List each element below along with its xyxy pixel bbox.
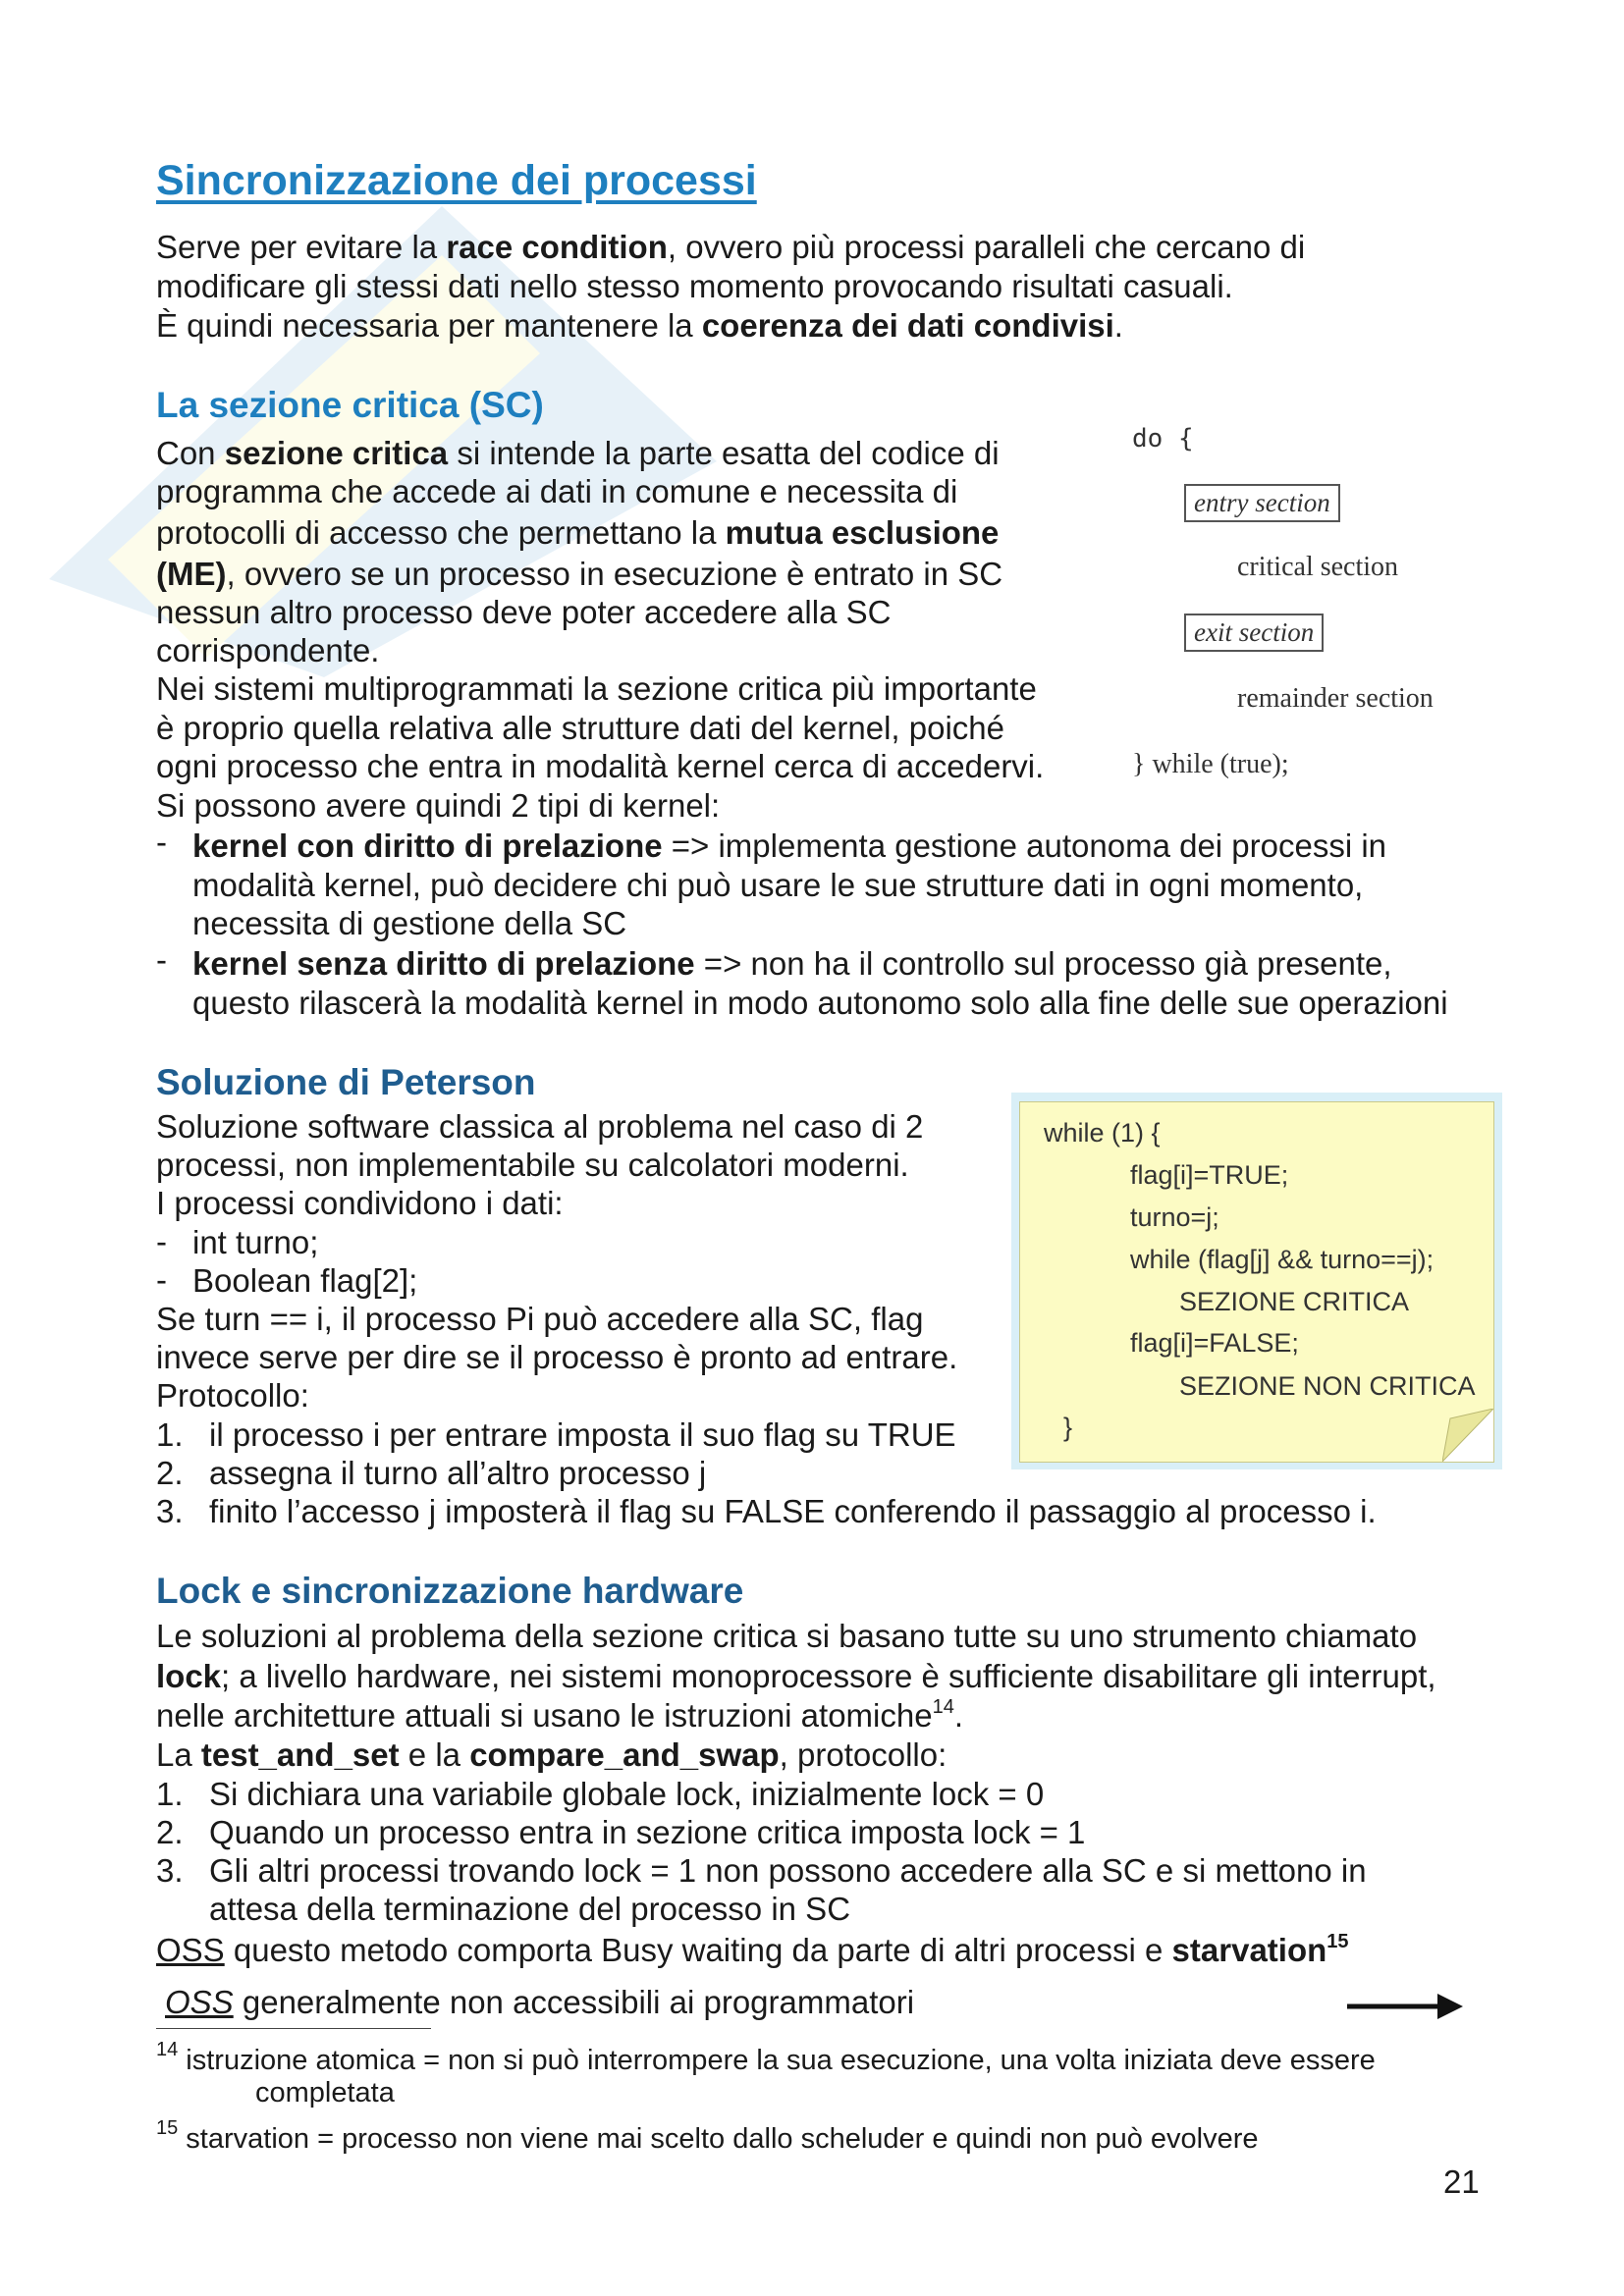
peterson-step-1: il processo i per entrare imposta il suo flag su TRUE bbox=[209, 1416, 956, 1453]
step-number: 1. bbox=[156, 1776, 184, 1812]
code-line-3: turno=j; bbox=[1130, 1202, 1219, 1232]
bullet-dash: - bbox=[156, 941, 167, 978]
code-line-2: flag[i]=TRUE; bbox=[1130, 1160, 1289, 1190]
sc-line-7: Nei sistemi multiprogrammati la sezione critica più importante bbox=[156, 670, 1037, 707]
footnote-14-cont: completata bbox=[255, 2077, 395, 2109]
peterson-line-6: Protocollo: bbox=[156, 1377, 309, 1414]
bullet-dash: - bbox=[156, 1223, 167, 1259]
page-title: Sincronizzazione dei processi bbox=[156, 157, 757, 204]
kernel-preemptive-line-3: necessita di gestione della SC bbox=[192, 905, 627, 941]
peterson-line-1: Soluzione software classica al problema nel caso di 2 bbox=[156, 1108, 924, 1145]
sc-line-3: protocolli di accesso che permettano la mutua esclusione bbox=[156, 514, 1000, 551]
kernel-preemptive-line-1: kernel con diritto di prelazione => implementa gestione autonoma dei processi in bbox=[192, 828, 1387, 864]
peterson-code-note bbox=[1019, 1101, 1494, 1463]
peterson-line-2: processi, non implementabile su calcolatori moderni. bbox=[156, 1147, 909, 1183]
section-heading-sc: La sezione critica (SC) bbox=[156, 385, 544, 425]
kernel-nonpreemptive-line-2: questo rilascerà la modalità kernel in modo autonomo solo alla fine delle sue operazioni bbox=[192, 985, 1448, 1021]
code-line-4: while (flag[j] && turno==j); bbox=[1130, 1245, 1435, 1274]
intro-line-3: È quindi necessaria per mantenere la coerenza dei dati condivisi. bbox=[156, 307, 1123, 344]
step-number: 1. bbox=[156, 1416, 184, 1453]
kernel-nonpreemptive-line-1: kernel senza diritto di prelazione => non ha il controllo sul processo già presente, bbox=[192, 945, 1392, 982]
section-heading-peterson: Soluzione di Peterson bbox=[156, 1062, 536, 1102]
lock-step-2: Quando un processo entra in sezione critica imposta lock = 1 bbox=[209, 1814, 1086, 1850]
step-number: 2. bbox=[156, 1455, 184, 1491]
intro-line-1: Serve per evitare la race condition, ovvero più processi paralleli che cercano di bbox=[156, 229, 1306, 265]
code-line-8: } bbox=[1063, 1413, 1073, 1442]
sc-line-2: programma che accede ai dati in comune e necessita di bbox=[156, 473, 958, 509]
peterson-line-3: I processi condividono i dati: bbox=[156, 1185, 564, 1221]
kernel-preemptive-line-2: modalità kernel, può decidere chi può usare le sue strutture dati in ogni momento, bbox=[192, 867, 1364, 903]
diagram-remainder-section: remainder section bbox=[1237, 683, 1434, 714]
step-number: 3. bbox=[156, 1852, 184, 1889]
code-line-6: flag[i]=FALSE; bbox=[1130, 1328, 1299, 1358]
sc-line-9: ogni processo che entra in modalità kernel cerca di accedervi. bbox=[156, 748, 1045, 784]
peterson-shared-flag: Boolean flag[2]; bbox=[192, 1262, 418, 1299]
step-number: 2. bbox=[156, 1814, 184, 1850]
diagram-do: do { bbox=[1132, 424, 1194, 454]
peterson-step-3: finito l’accesso j imposterà il flag su FALSE conferendo il passaggio al processo i. bbox=[209, 1493, 1377, 1529]
sc-line-10: Si possono avere quindi 2 tipi di kernel: bbox=[156, 787, 721, 824]
footnote-divider bbox=[156, 2028, 431, 2029]
code-line-1: while (1) { bbox=[1044, 1118, 1161, 1148]
arrow-right-icon bbox=[1347, 1989, 1465, 2024]
bullet-dash: - bbox=[156, 824, 167, 860]
lock-step-3-cont: attesa della terminazione del processo in SC bbox=[209, 1891, 851, 1927]
lock-line-3: nelle architetture attuali si usano le istruzioni atomiche$^{14}$. bbox=[156, 1696, 964, 1734]
diagram-while-true: } while (true); bbox=[1132, 749, 1289, 779]
lock-step-1: Si dichiara una variabile globale lock, inizialmente lock = 0 bbox=[209, 1776, 1045, 1812]
page-number: 21 bbox=[1443, 2163, 1480, 2200]
sc-line-5: nessun altro processo deve poter accedere alla SC bbox=[156, 594, 892, 630]
sc-line-6: corrispondente. bbox=[156, 632, 380, 668]
step-number: 3. bbox=[156, 1493, 184, 1529]
code-line-5: SEZIONE CRITICA bbox=[1179, 1287, 1410, 1316]
oss-starvation: OSS questo metodo comporta Busy waiting da parte di altri processi e starvation$^{15}$ bbox=[156, 1931, 1349, 1968]
sc-line-1: Con sezione critica si intende la parte esatta del codice di bbox=[156, 435, 1000, 471]
sc-line-8: è proprio quella relativa alle strutture dati del kernel, poiché bbox=[156, 710, 1004, 746]
intro-line-2: modificare gli stessi dati nello stesso momento provocando risultati casuali. bbox=[156, 268, 1233, 304]
oss-not-accessible: OSS generalmente non accessibili ai programmatori bbox=[165, 1984, 915, 2020]
peterson-shared-turno: int turno; bbox=[192, 1224, 319, 1260]
folded-corner-icon bbox=[1442, 1409, 1493, 1462]
lock-step-3: Gli altri processi trovando lock = 1 non possono accedere alla SC e si mettono in bbox=[209, 1852, 1367, 1889]
diagram-critical-section: critical section bbox=[1237, 552, 1399, 582]
section-heading-lock: Lock e sincronizzazione hardware bbox=[156, 1571, 744, 1611]
peterson-line-5: invece serve per dire se il processo è pronto ad entrare. bbox=[156, 1339, 958, 1375]
lock-line-4: La test_and_set e la compare_and_swap, protocollo: bbox=[156, 1736, 947, 1773]
diagram-entry-section: entry section bbox=[1184, 484, 1340, 522]
peterson-line-4: Se turn == i, il processo Pi può accedere alla SC, flag bbox=[156, 1301, 924, 1337]
peterson-step-2: assegna il turno all’altro processo j bbox=[209, 1455, 707, 1491]
code-line-7: SEZIONE NON CRITICA bbox=[1179, 1371, 1476, 1401]
footnote-15: $^{15}$ starvation = processo non viene mai scelto dallo scheluder e quindi non può evolvere bbox=[156, 2117, 1259, 2155]
lock-line-2: lock; a livello hardware, nei sistemi monoprocessore è sufficiente disabilitare gli interrupt, bbox=[156, 1658, 1436, 1694]
critical-section-diagram bbox=[1129, 417, 1463, 790]
sc-line-4: (ME), ovvero se un processo in esecuzione è entrato in SC bbox=[156, 556, 1003, 592]
diagram-exit-section: exit section bbox=[1184, 614, 1324, 652]
footnote-14: $^{14}$ istruzione atomica = non si può interrompere la sua esecuzione, una volta iniziata deve essere bbox=[156, 2039, 1376, 2076]
lock-line-1: Le soluzioni al problema della sezione critica si basano tutte su uno strumento chiamato bbox=[156, 1618, 1418, 1654]
bullet-dash: - bbox=[156, 1261, 167, 1298]
